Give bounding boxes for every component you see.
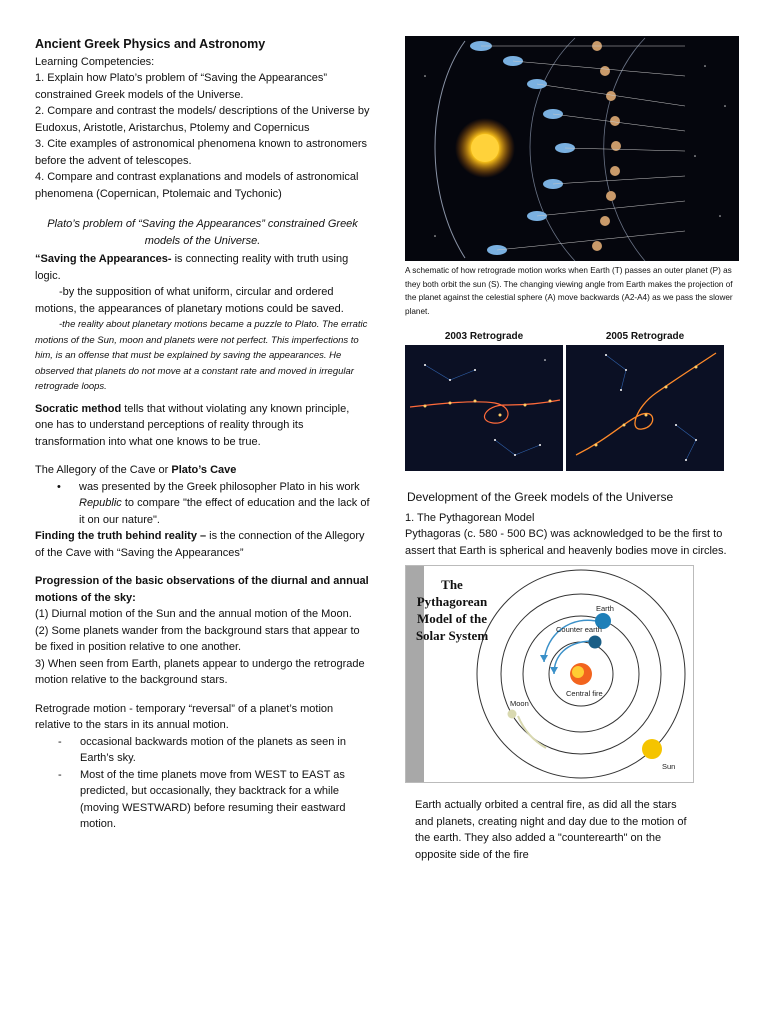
saving-appearances-def: “Saving the Appearances- is connecting reality with truth using logic. [35, 253, 349, 282]
list-item: - Most of the time planets move from WEST to EAST as predicted, but occasionally, they backtrack for a while (moving WESTWARD) before resuming their eastward motion. [80, 767, 370, 833]
pythagorean-diagram-svg [406, 566, 693, 782]
competency-item: 3. Cite examples of astronomical phenomena known to astronomers before the advent of telescopes. [35, 138, 368, 167]
progression-heading: Progression of the basic observations of the diurnal and annual motions of the sky: [35, 575, 369, 604]
competency-item: 1. Explain how Plato’s problem of “Saving the Appearances” constrained Greek models of the Universe. [35, 72, 328, 101]
pythagorean-figure-title: The Pythagorean Model of the Solar System [415, 577, 489, 643]
section-title: Development of the Greek models of the Universe [407, 490, 674, 504]
finding-term: Finding the truth behind reality – [35, 530, 207, 542]
moon-label: Moon [510, 699, 529, 708]
pythagorean-item: 1. The Pythagorean Model [405, 511, 535, 524]
pythagorean-model-image [405, 565, 694, 783]
central-fire-text: Earth actually orbited a central fire, as did all the stars and planets, creating night and day due to the motion of the earth. They also added a "counterearth" on the opposite side of the fire [415, 799, 687, 861]
counter-earth-label: Counter earth [556, 625, 602, 634]
allegory-heading: The Allegory of the Cave or Plato’s Cave [35, 464, 237, 476]
competency-item: 4. Compare and contrast explanations and models of astronomical phenomena (Copernican, Ptolemaic and Tychonic) [35, 171, 359, 200]
retrograde-2005-image [566, 345, 724, 471]
progression-item: (1) Diurnal motion of the Sun and the annual motion of the Moon. [35, 608, 352, 620]
pythagorean-text: Pythagoras (c. 580 - 500 BC) was acknowledged to be the first to assert that Earth is spherical and heavenly bodies move in circles. [405, 528, 727, 557]
central-fire-label: Central fire [566, 689, 603, 698]
earth-label: Earth [596, 604, 614, 613]
allegory-list [35, 479, 370, 529]
page-title: Ancient Greek Physics and Astronomy [35, 37, 266, 51]
progression-item: 3) When seen from Earth, planets appear to undergo the retrograde motion relative to the background stars. [35, 657, 365, 686]
retrograde-2003-image [405, 345, 563, 471]
sun-label: Sun [662, 762, 676, 771]
retrograde-list [35, 734, 370, 833]
retrograde-2003-title: 2003 Retrograde [444, 331, 524, 342]
retrograde-photos [405, 328, 740, 471]
finding-truth-def: Finding the truth behind reality – is the connection of the Allegory of the Cave with “Saving the Appearances” [35, 530, 365, 559]
saving-appearances-sub: -by the supposition of what uniform, circular and ordered motions, the appearances of planetary motions could be saved. [35, 286, 344, 315]
progression-item: (2) Some planets wander from the background stars that appear to be fixed in position relative to one another. [35, 624, 360, 653]
list-item: - occasional backwards motion of the planets as seen in Earth’s sky. [80, 734, 370, 767]
retrograde-def: Retrograde motion - temporary “reversal” of a planet’s motion relative to the stars in its annual motion. [35, 702, 334, 731]
retrograde-2003-panel [405, 328, 563, 471]
right-column [405, 36, 740, 863]
retrograde-2005-title: 2005 Retrograde [605, 331, 685, 342]
competencies-label: Learning Competencies: [35, 55, 155, 68]
retrograde-2003-svg [405, 345, 563, 471]
retrograde-2005-svg [566, 345, 724, 471]
saving-appearances-italic: -the reality about planetary motions became a puzzle to Plato. The erratic motions of the Sun, moon and planets were not perfect. This imperfections to him, is an offense that must be explained by saving the appearances. He observed that planets do not move at a constant rate and moved in irregular retrograde loops. [35, 319, 368, 392]
retrograde-schematic-image [405, 36, 739, 261]
socratic-method-def: Socratic method tells that without violating any known principle, one has to understand perceptions of reality through its transformation into what one knows to be true. [35, 402, 350, 448]
schematic-caption: A schematic of how retrograde motion works when Earth (T) passes an outer planet (P) as they both orbit the sun (S). The changing viewing angle from Earth makes the projection of the planet against the celestial sphere (A) move backwards (A2-A4) as we pass the slower planet. [405, 266, 733, 316]
socratic-term: Socratic method [35, 402, 122, 415]
competency-item: 2. Compare and contrast the models/ descriptions of the Universe by Eudoxus, Aristotle, Aristarchus, Ptolemy and Copernicus [35, 105, 370, 134]
retrograde-2005-panel [566, 328, 724, 471]
left-column [35, 36, 370, 833]
list-item: • was presented by the Greek philosopher Plato in his work Republic to compare "the effect of education and the lack of it on our nature". [79, 479, 370, 529]
plato-heading: Plato’s problem of “Saving the Appearances” constrained Greek models of the Universe. [47, 218, 358, 247]
saving-appearances-term: “Saving the Appearances- [35, 253, 172, 265]
retrograde-schematic-svg [405, 36, 739, 261]
